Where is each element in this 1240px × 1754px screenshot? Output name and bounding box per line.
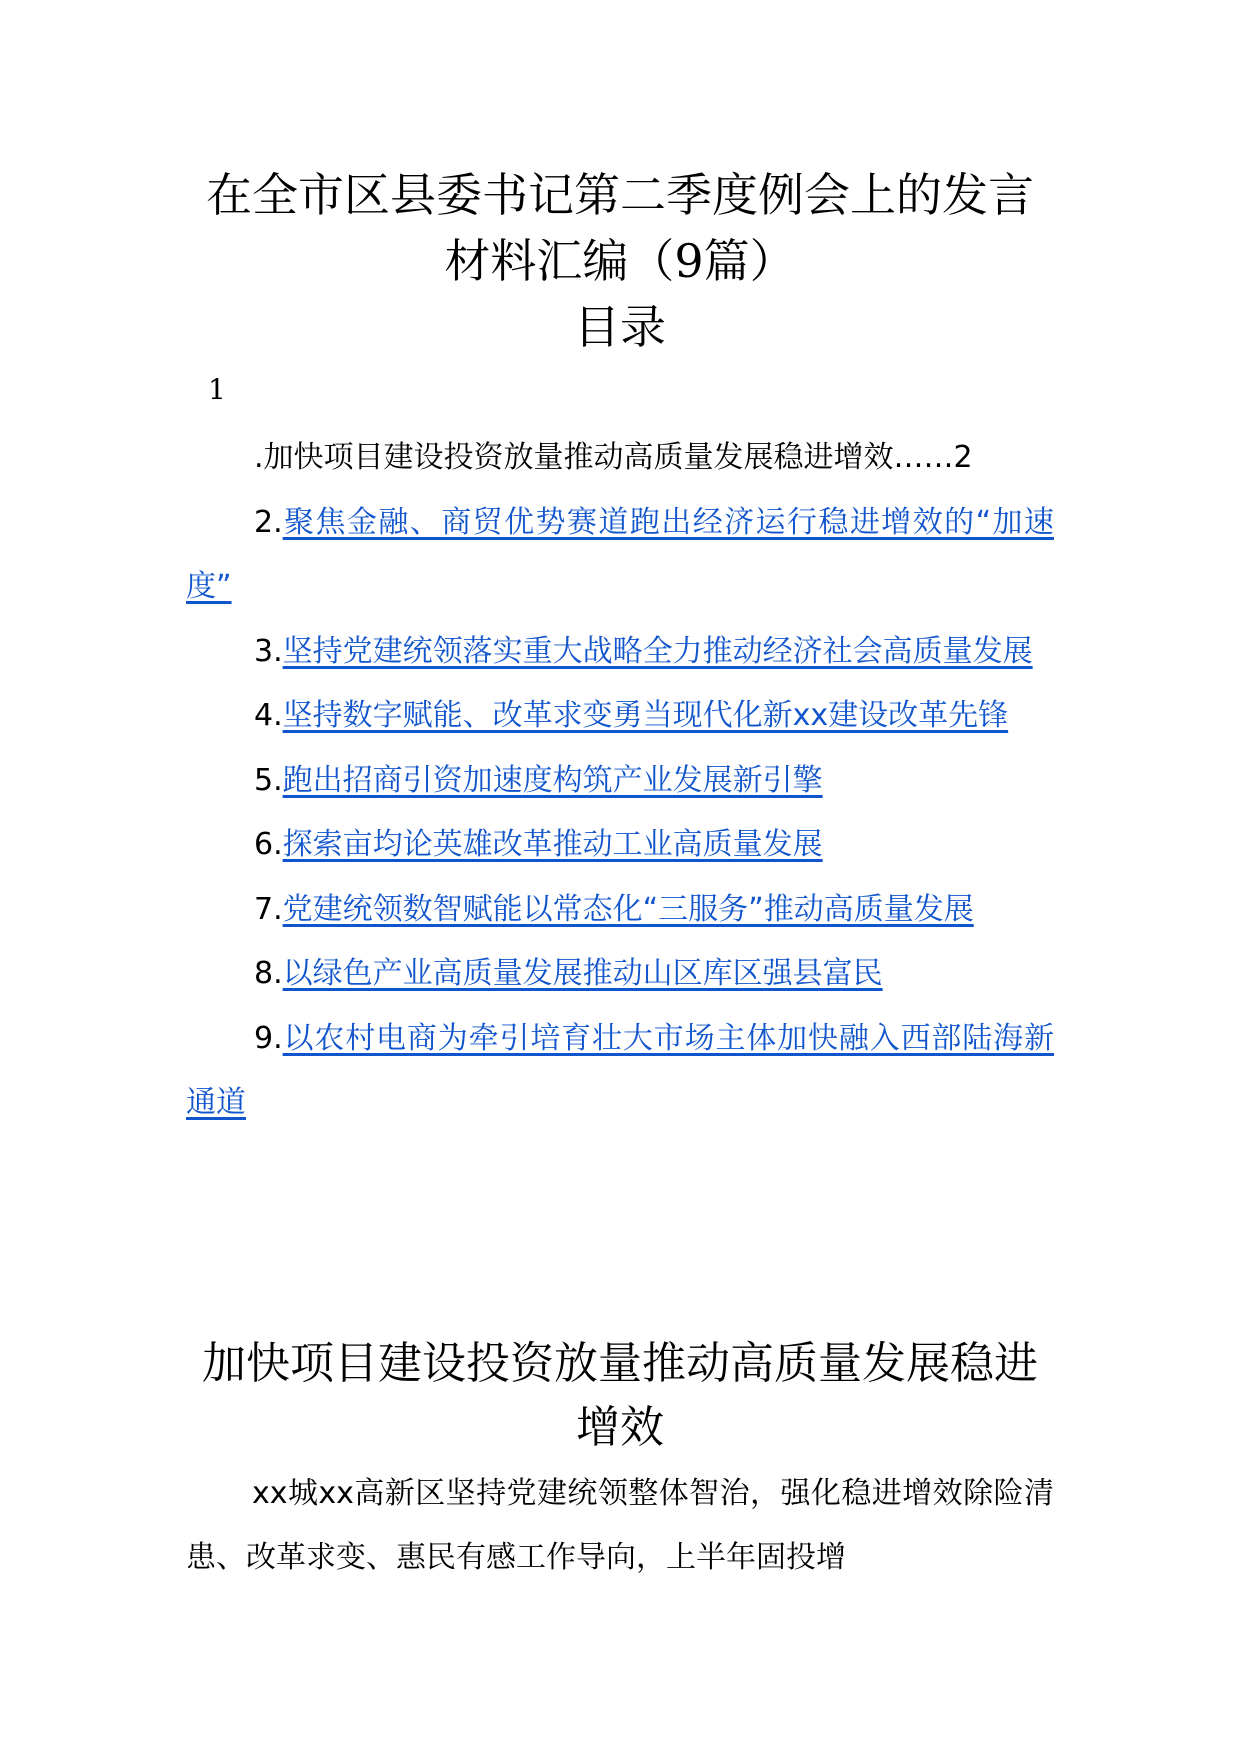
body-paragraph: xx城xx高新区坚持党建统领整体智治，强化稳进增效除险清患、改革求变、惠民有感工作导向，上半年固投增 [186, 1476, 1054, 1575]
toc-item-number: 2. [254, 504, 283, 540]
toc-item-number: 6. [254, 827, 283, 862]
table-of-contents [186, 426, 1054, 1136]
toc-heading: 目录 [574, 300, 666, 354]
toc-item-6 [186, 813, 1054, 878]
title-line2-prefix: 材料汇编（ [444, 234, 675, 288]
toc-item-1 [186, 426, 1054, 491]
toc-item-number: 9. [254, 1020, 283, 1056]
section-title: 加快项目建设投资放量推动高质量发展稳进增效 [202, 1338, 1038, 1453]
toc-item-7 [186, 878, 1054, 943]
toc-item-5 [186, 749, 1054, 814]
document-title-line2 [186, 230, 1054, 292]
toc-item-2 [186, 491, 1054, 620]
toc-link-3[interactable]: 坚持党建统领落实重大战略全力推动经济社会高质量发展 [282, 633, 1033, 669]
toc-link-5[interactable]: 跑出招商引资加速度构筑产业发展新引擎 [282, 762, 823, 798]
toc-link-4[interactable]: 坚持数字赋能、改革求变勇当现代化新xx建设改革先锋 [282, 698, 1009, 733]
title-line2-suffix: 篇） [703, 234, 796, 288]
toc-link-2[interactable]: 聚焦金融、商贸优势赛道跑出经济运行稳进增效的“加速度” [186, 504, 1054, 604]
toc-item-9 [186, 1007, 1054, 1136]
toc-item-number: 7. [254, 891, 283, 927]
toc-item-number: 5. [254, 762, 283, 798]
toc-link-9[interactable]: 以农村电商为牵引培育壮大市场主体加快融入西部陆海新通道 [186, 1020, 1054, 1120]
toc-orphan-number: 1 [208, 373, 226, 406]
title-line2-number: 9 [674, 234, 704, 288]
toc-item-text: .加快项目建设投资放量推动高质量发展稳进增效……2 [254, 440, 973, 475]
toc-item-number: 4. [254, 698, 283, 733]
toc-link-6[interactable]: 探索亩均论英雄改革推动工业高质量发展 [282, 827, 823, 862]
toc-item-8 [186, 942, 1054, 1007]
toc-item-number: 8. [254, 956, 283, 991]
toc-item-4 [186, 684, 1054, 749]
toc-item-3 [186, 620, 1054, 685]
toc-link-7[interactable]: 党建统领数智赋能以常态化“三服务”推动高质量发展 [282, 891, 974, 927]
toc-item-number: 3. [254, 633, 283, 669]
document-title-line1: 在全市区县委书记第二季度例会上的发言 [206, 168, 1034, 222]
toc-link-8[interactable]: 以绿色产业高质量发展推动山区库区强县富民 [282, 956, 883, 991]
